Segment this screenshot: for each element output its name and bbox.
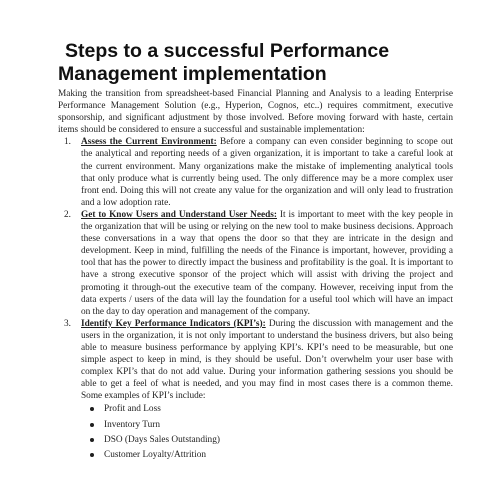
page-title-line-1: Steps to a successful Performance (65, 40, 390, 62)
bullet-icon (90, 423, 94, 427)
kpi-example-label: Inventory Turn (104, 419, 161, 430)
step-number: 2. (64, 209, 71, 220)
kpi-example-label: Profit and Loss (104, 404, 161, 415)
step-text: Before a company can even consider beginning to scope out the analytical and reporting needs of a given organization, it is important to take a careful look at the current environment. Many organizations make the mistake of implementing analytical tools that only produce what is currently being used. The only difference may be a more complex user front end. Doing this will not create any value for the organization and will only lead to frustration and a low adoption rate. (81, 137, 453, 208)
step-text: It is important to meet with the key people in the organization that will be using or relying on the new tool to make business decisions. Approach these conversations in a way that opens the door so that they are intricate in the design and development. Keep in mind, fulfilling the needs of the Finance is important, however, providing a tool that has the power to directly impact the business and profitability is the goal. It is important to have a strong executive sponsor of the project which will assist with driving the project and promoting it through-out the executive team of the company. However, receiving input from the data experts / users of the data will lay the foundation for a useful tool which will have an impact on the day to day operation and management of the company. (81, 209, 454, 317)
kpi-example-label: Customer Loyalty/Attrition (104, 449, 206, 460)
step-number: 1. (64, 137, 71, 148)
step-heading: Get to Know Users and Understand User Needs: (81, 209, 277, 220)
bullet-icon (90, 438, 94, 442)
step-text: During the discussion with management and the users in the organization, it is not only important to understand the business drivers, but also being able to measure business performance by applying KPI’s. KPI’s need to be measurable, but one simple aspect to keep in mind, is they should be useful. Don’t overwhelm your user base with complex KPI’s that do not add value. During your information gathering sessions you should be able to get a feel of what is needed, and you may find in most cases there is a common theme. Some examples of KPI’s include: (81, 318, 453, 402)
step-heading: Assess the Current Environment: (81, 137, 217, 148)
page-title-line-2: Management implementation (58, 63, 327, 85)
bullet-icon (90, 453, 94, 457)
intro-paragraph: Making the transition from spreadsheet-based Financial Planning and Analysis to a leading Enterprise Performance Management Solution (e.g., Hyperion, Cognos, etc..) requires commitment, executive sponsorship, and significant adjustment by those involved. Before moving forward with haste, certain items should be considered to ensure a successful and sustainable implementation: (58, 89, 453, 136)
step-item-identify-kpis (58, 318, 453, 461)
page-title (58, 40, 478, 86)
kpi-examples-list (81, 403, 453, 460)
document-body (58, 88, 453, 464)
step-item-know-users (58, 209, 453, 318)
list-item (81, 449, 453, 461)
bullet-icon (90, 407, 94, 411)
step-number: 3. (64, 318, 71, 329)
list-item (81, 403, 453, 415)
list-item (81, 434, 453, 446)
step-item-assess-environment (58, 136, 453, 209)
steps-list (58, 136, 453, 460)
step-heading: Identify Key Performance Indicators (KPI’s): (81, 318, 266, 329)
list-item (81, 419, 453, 431)
kpi-example-label: DSO (Days Sales Outstanding) (104, 434, 220, 445)
